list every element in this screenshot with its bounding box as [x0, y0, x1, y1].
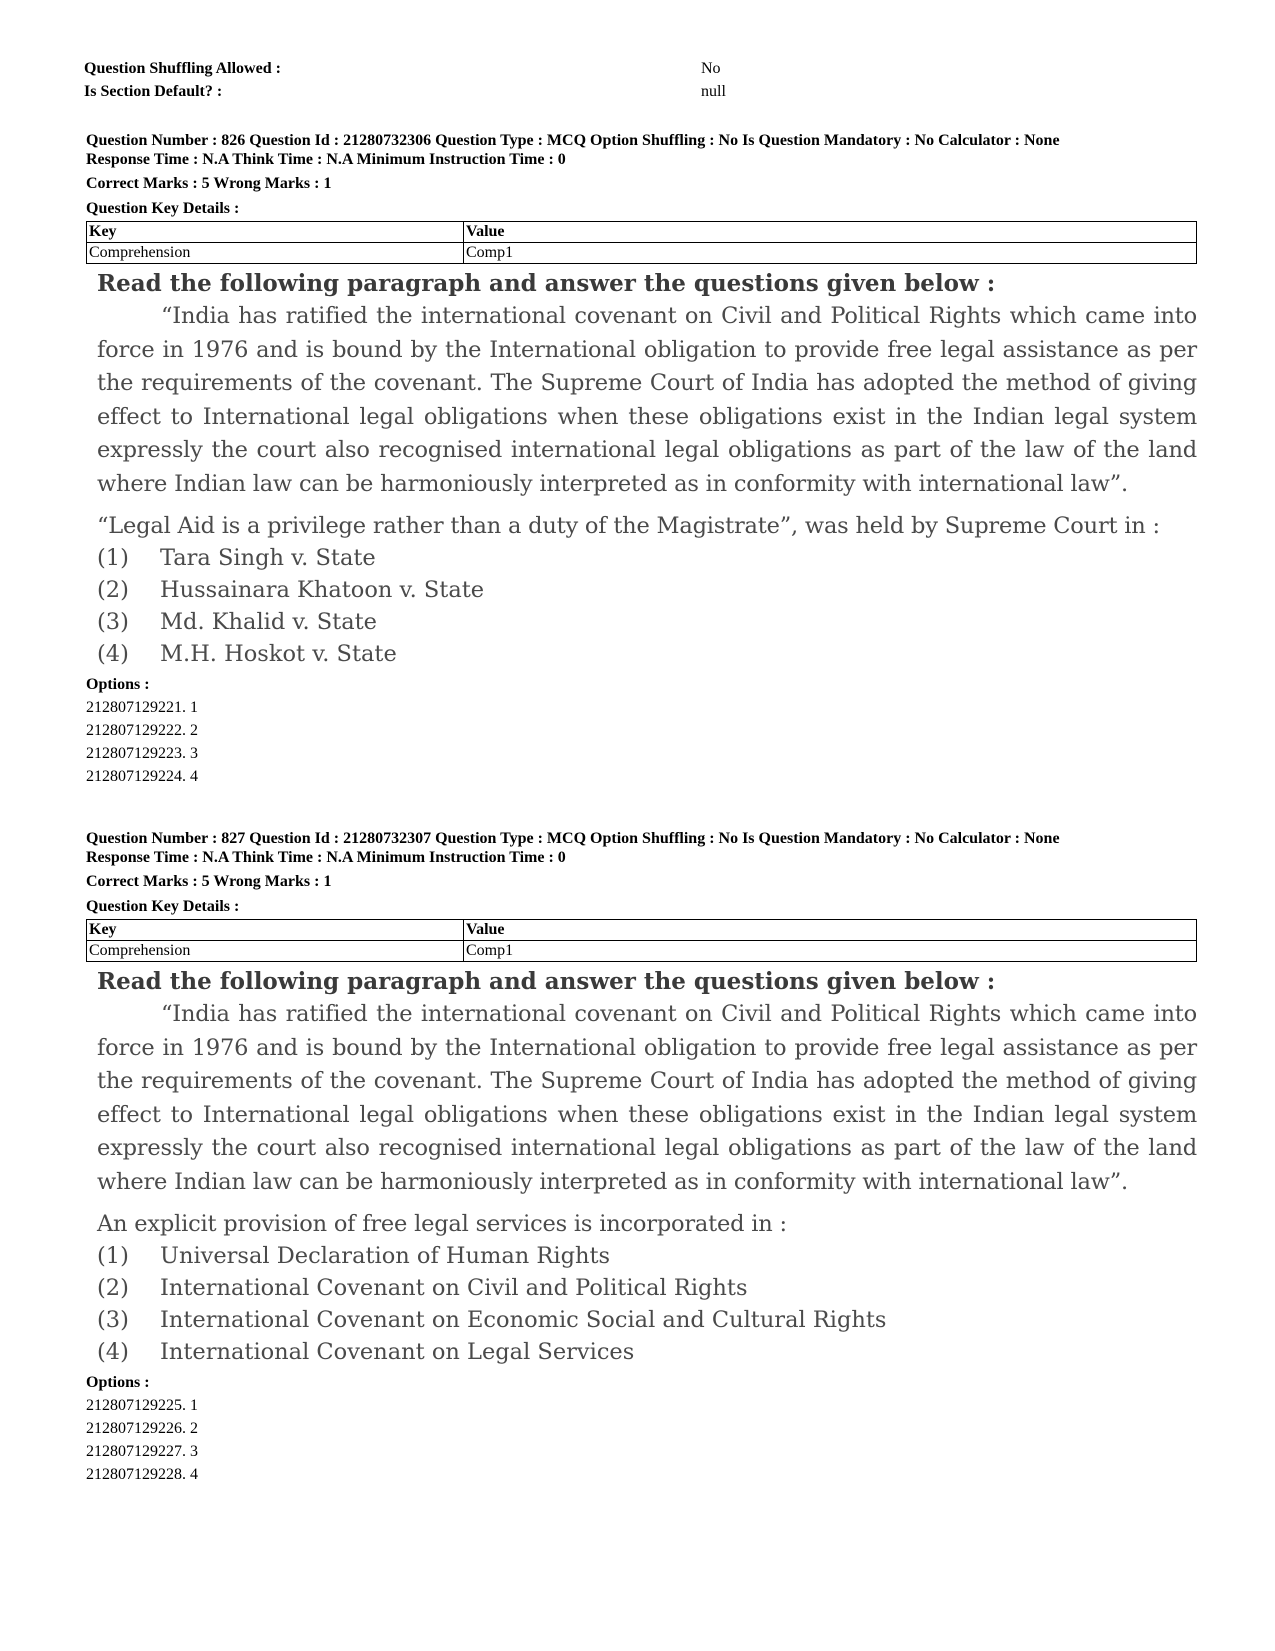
question-block-827	[86, 829, 1196, 1486]
choice-number: (4)	[97, 641, 129, 667]
choice-text: International Covenant on Legal Services	[160, 1339, 635, 1365]
choice-item	[97, 1304, 1197, 1336]
choice-text: M.H. Hoskot v. State	[160, 641, 397, 667]
value-header-cell: Value	[464, 920, 1197, 941]
table-row	[87, 941, 1197, 962]
choice-number: (2)	[97, 1275, 129, 1301]
shuffling-row	[84, 58, 721, 80]
question-header: Question Number : 827 Question Id : 21280732307 Question Type : MCQ Option Shuffling : No Is Question Mandatory : No Calculator : None	[86, 830, 1060, 847]
question-marks: Correct Marks : 5 Wrong Marks : 1	[86, 873, 332, 890]
question-stem: An explicit provision of free legal services is incorporated in :	[97, 1211, 787, 1237]
value-header-cell: Value	[464, 222, 1197, 243]
option-id-line: 212807129223. 3	[86, 745, 198, 762]
value-cell: Comp1	[464, 941, 1197, 962]
choice-number: (1)	[97, 1243, 129, 1269]
key-details-table	[86, 221, 1197, 264]
options-label: Options :	[86, 1374, 150, 1391]
value-cell: Comp1	[464, 243, 1197, 264]
key-details-label: Question Key Details :	[86, 898, 240, 915]
option-id-line: 212807129224. 4	[86, 768, 198, 785]
scanned-question-image	[97, 268, 1197, 670]
question-header: Question Number : 826 Question Id : 21280732306 Question Type : MCQ Option Shuffling : No Is Question Mandatory : No Calculator : None	[86, 132, 1060, 149]
key-header-cell: Key	[87, 222, 464, 243]
scanned-question-image	[97, 966, 1197, 1368]
question-marks: Correct Marks : 5 Wrong Marks : 1	[86, 175, 332, 192]
passage-heading: Read the following paragraph and answer the questions given below :	[97, 968, 996, 995]
question-block-826	[86, 131, 1196, 788]
choice-text: International Covenant on Civil and Political Rights	[160, 1275, 748, 1301]
choice-item	[97, 638, 1197, 670]
option-id-line: 212807129221. 1	[86, 699, 198, 716]
choice-item	[97, 574, 1197, 606]
choice-number: (4)	[97, 1339, 129, 1365]
key-cell: Comprehension	[87, 243, 464, 264]
section-default-row	[84, 81, 726, 103]
section-default-value: null	[701, 83, 726, 100]
options-label: Options :	[86, 676, 150, 693]
option-id-line: 212807129228. 4	[86, 1466, 198, 1483]
choice-number: (3)	[97, 609, 129, 635]
question-timing: Response Time : N.A Think Time : N.A Minimum Instruction Time : 0	[86, 151, 566, 168]
choice-item	[97, 1336, 1197, 1368]
shuffling-value: No	[701, 60, 721, 77]
passage-heading: Read the following paragraph and answer the questions given below :	[97, 270, 996, 297]
choice-item	[97, 542, 1197, 574]
passage-paragraph: “India has ratified the international covenant on Civil and Political Rights which came into force in 1976 and is bound by the International obligation to provide free legal assistance as per the requirements of the covenant. The Supreme Court of India has adopted the method of giving effect to International legal obligations when these obligations exist in the Indian legal system expressly the court also recognised international legal obligations as part of the law of the land where Indian law can be harmoniously interpreted as in conformity with international law”.	[97, 1001, 1197, 1195]
choice-text: Md. Khalid v. State	[160, 609, 377, 635]
key-details-table	[86, 919, 1197, 962]
key-cell: Comprehension	[87, 941, 464, 962]
choice-text: Universal Declaration of Human Rights	[160, 1243, 611, 1269]
choice-text: Tara Singh v. State	[160, 545, 376, 571]
choice-item	[97, 606, 1197, 638]
choice-item	[97, 1272, 1197, 1304]
shuffling-label: Question Shuffling Allowed :	[84, 60, 281, 77]
option-id-line: 212807129222. 2	[86, 722, 198, 739]
choice-number: (3)	[97, 1307, 129, 1333]
option-id-line: 212807129226. 2	[86, 1420, 198, 1437]
table-row	[87, 243, 1197, 264]
choice-number: (2)	[97, 577, 129, 603]
key-header-cell: Key	[87, 920, 464, 941]
table-header-row	[87, 920, 1197, 941]
question-timing: Response Time : N.A Think Time : N.A Minimum Instruction Time : 0	[86, 849, 566, 866]
choice-text: International Covenant on Economic Social and Cultural Rights	[160, 1307, 887, 1333]
choice-number: (1)	[97, 545, 129, 571]
key-details-label: Question Key Details :	[86, 200, 240, 217]
choice-text: Hussainara Khatoon v. State	[160, 577, 485, 603]
table-header-row	[87, 222, 1197, 243]
passage-paragraph: “India has ratified the international covenant on Civil and Political Rights which came into force in 1976 and is bound by the International obligation to provide free legal assistance as per the requirements of the covenant. The Supreme Court of India has adopted the method of giving effect to International legal obligations when these obligations exist in the Indian legal system expressly the court also recognised international legal obligations as part of the law of the land where Indian law can be harmoniously interpreted as in conformity with international law”.	[97, 303, 1197, 497]
option-id-line: 212807129227. 3	[86, 1443, 198, 1460]
question-stem: “Legal Aid is a privilege rather than a duty of the Magistrate”, was held by Supreme Court in :	[97, 513, 1160, 539]
option-id-line: 212807129225. 1	[86, 1397, 198, 1414]
section-default-label: Is Section Default? :	[84, 83, 223, 100]
choice-item	[97, 1240, 1197, 1272]
